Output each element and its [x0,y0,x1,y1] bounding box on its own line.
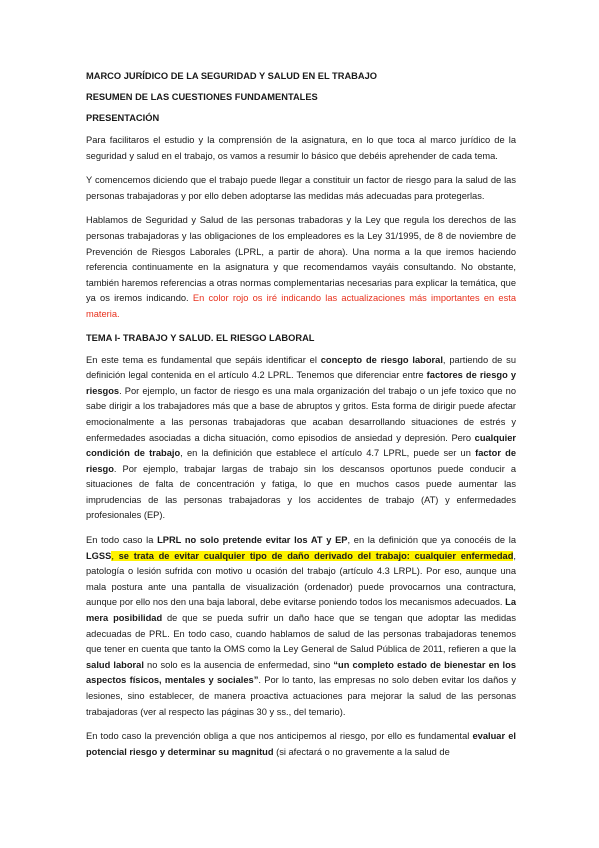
section-heading-tema1: TEMA I- TRABAJO Y SALUD. EL RIESGO LABORAL [86,332,315,343]
bold-run: factor de riesgo [86,448,516,474]
text-run: . Por ejemplo, un factor de riesgo es una mala organización del trabajo o un jefe toxico que no sabe dirigir a los trabajadores más que a base de abruptos y gritos. Esta forma de dirigir puede afectar emocionalmente a las personas trabajadoras que acaban desarrollando situaciones de estrés y enfermedades asociadas a dicha situación, como episodios de ansiedad y depresión. Pero [86,385,516,443]
highlighted-bold-run: se trata de evitar cualquier tipo de daño derivado del trabajo: cualquier enfermedad [118,550,514,561]
text-run: , en la definición que ya conocéis de la [347,535,516,546]
text-run: , patología o lesión sufrida con motivo u ocasión del trabajo (artículo 4.3 LRPL). Por eso, aunque una mala postura ante una pantalla de visualización (ordenador) puede provocarnos una contractura, aunque por ello nos den una baja laboral, debe evitarse poniendo todos los mecanismos adecuados. [86,550,516,608]
bold-run: concepto de riesgo laboral [320,354,443,365]
paragraph-lprl-text: Hablamos de Seguridad y Salud de las personas trabadoras y la Ley que regula los derechos de las personas trabajadoras y las obligaciones de los empleadores es la Ley 31/1995, de 8 de noviembre de Prevención de Riesgos Laborales (LPRL, a partir de ahora). Una norma a la que iremos haciendo referencia continuamente en la asignatura y que recomendamos vayáis consultando. No obstante, también haremos referencias a otras normas complementarias necesarias para explicar la temática, que ya os iremos indicando. [86,215,516,304]
text-run: . Por ejemplo, trabajar largas de trabajo sin los descansos oportunos puede conducir a situaciones de falta de concentración y fatiga, lo que en muchos casos puede aumentar las imprudencias de las personas trabajadoras y los accidentes de trabajo (AT) y enfermedades profesionales (EP). [86,463,516,521]
paragraph-lprl [86,213,516,322]
paragraph-prevention [86,729,516,760]
text-run: no solo es la ausencia de enfermedad, sino [143,659,334,670]
paragraph-intro: Para facilitaros el estudio y la comprensión de la asignatura, en lo que toca al marco jurídico de la seguridad y salud en el trabajo, os vamos a resumir lo básico que debéis aprehender de cada tema. [86,135,516,161]
bold-run: factores de riesgo y riesgos [86,370,516,396]
document-subtitle: RESUMEN DE LAS CUESTIONES FUNDAMENTALES [86,92,318,102]
highlight-run: , [111,550,119,561]
document-title: MARCO JURÍDICO DE LA SEGURIDAD Y SALUD EN EL TRABAJO [86,71,377,81]
text-run: (si afectará o no gravemente a la salud de [273,746,450,757]
bold-run: LGSS [86,550,112,561]
bold-run: salud laboral [86,659,144,670]
paragraph-risk-factor: Y comencemos diciendo que el trabajo puede llegar a constituir un factor de riesgo para la salud de las personas trabajadoras y por ello deben adoptarse las medidas más adecuadas para protegerlas. [86,175,516,201]
bold-run: LPRL no solo pretende evitar los AT y EP [157,535,348,546]
text-run: , en la definición que establece el artículo 4.7 LPRL, puede ser un [180,448,476,459]
bold-run: cualquier condición de trabajo [86,432,516,459]
red-update-note: En color rojo os iré indicando las actualizaciones más importantes en esta materia. [86,293,516,319]
paragraph-riesgo-laboral [86,353,516,525]
text-run: , partiendo de su definición legal contenida en el artículo 4.2 LPRL. Tenemos que diferenciar entre [86,354,516,381]
text-run: de que se pueda sufrir un daño hace que se tengan que adoptar las medidas adecuadas de PRL. En todo caso, cuando hablamos de salud de las personas trabajadoras tenemos que tener en cuenta que tanto la OMS como la Ley General de Salud Pública de 2011, refieren a que la [86,613,516,655]
paragraph-lprl-damage [86,533,516,720]
text-run: En este tema es fundamental que sepáis identificar el [86,354,321,365]
text-run: En todo caso la prevención obliga a que nos anticipemos al riesgo, por ello es fundamental [86,731,473,742]
text-run: . Por lo tanto, las empresas no solo deben evitar los daños y lesiones, sino establecer, de manera proactiva actuaciones para mejorar la salud de las personas trabajadoras (ver al respecto las páginas 30 y ss., del temario). [86,675,517,717]
bold-run: “un completo estado de bienestar en los aspectos físicos, mentales y sociales” [86,659,516,686]
document-body [86,70,516,769]
text-run: En todo caso la [86,535,158,546]
bold-run: La mera posibilidad [86,597,516,624]
bold-run: evaluar el potencial riesgo y determinar su magnitud [86,731,516,757]
section-heading-presentacion: PRESENTACIÓN [86,113,160,123]
